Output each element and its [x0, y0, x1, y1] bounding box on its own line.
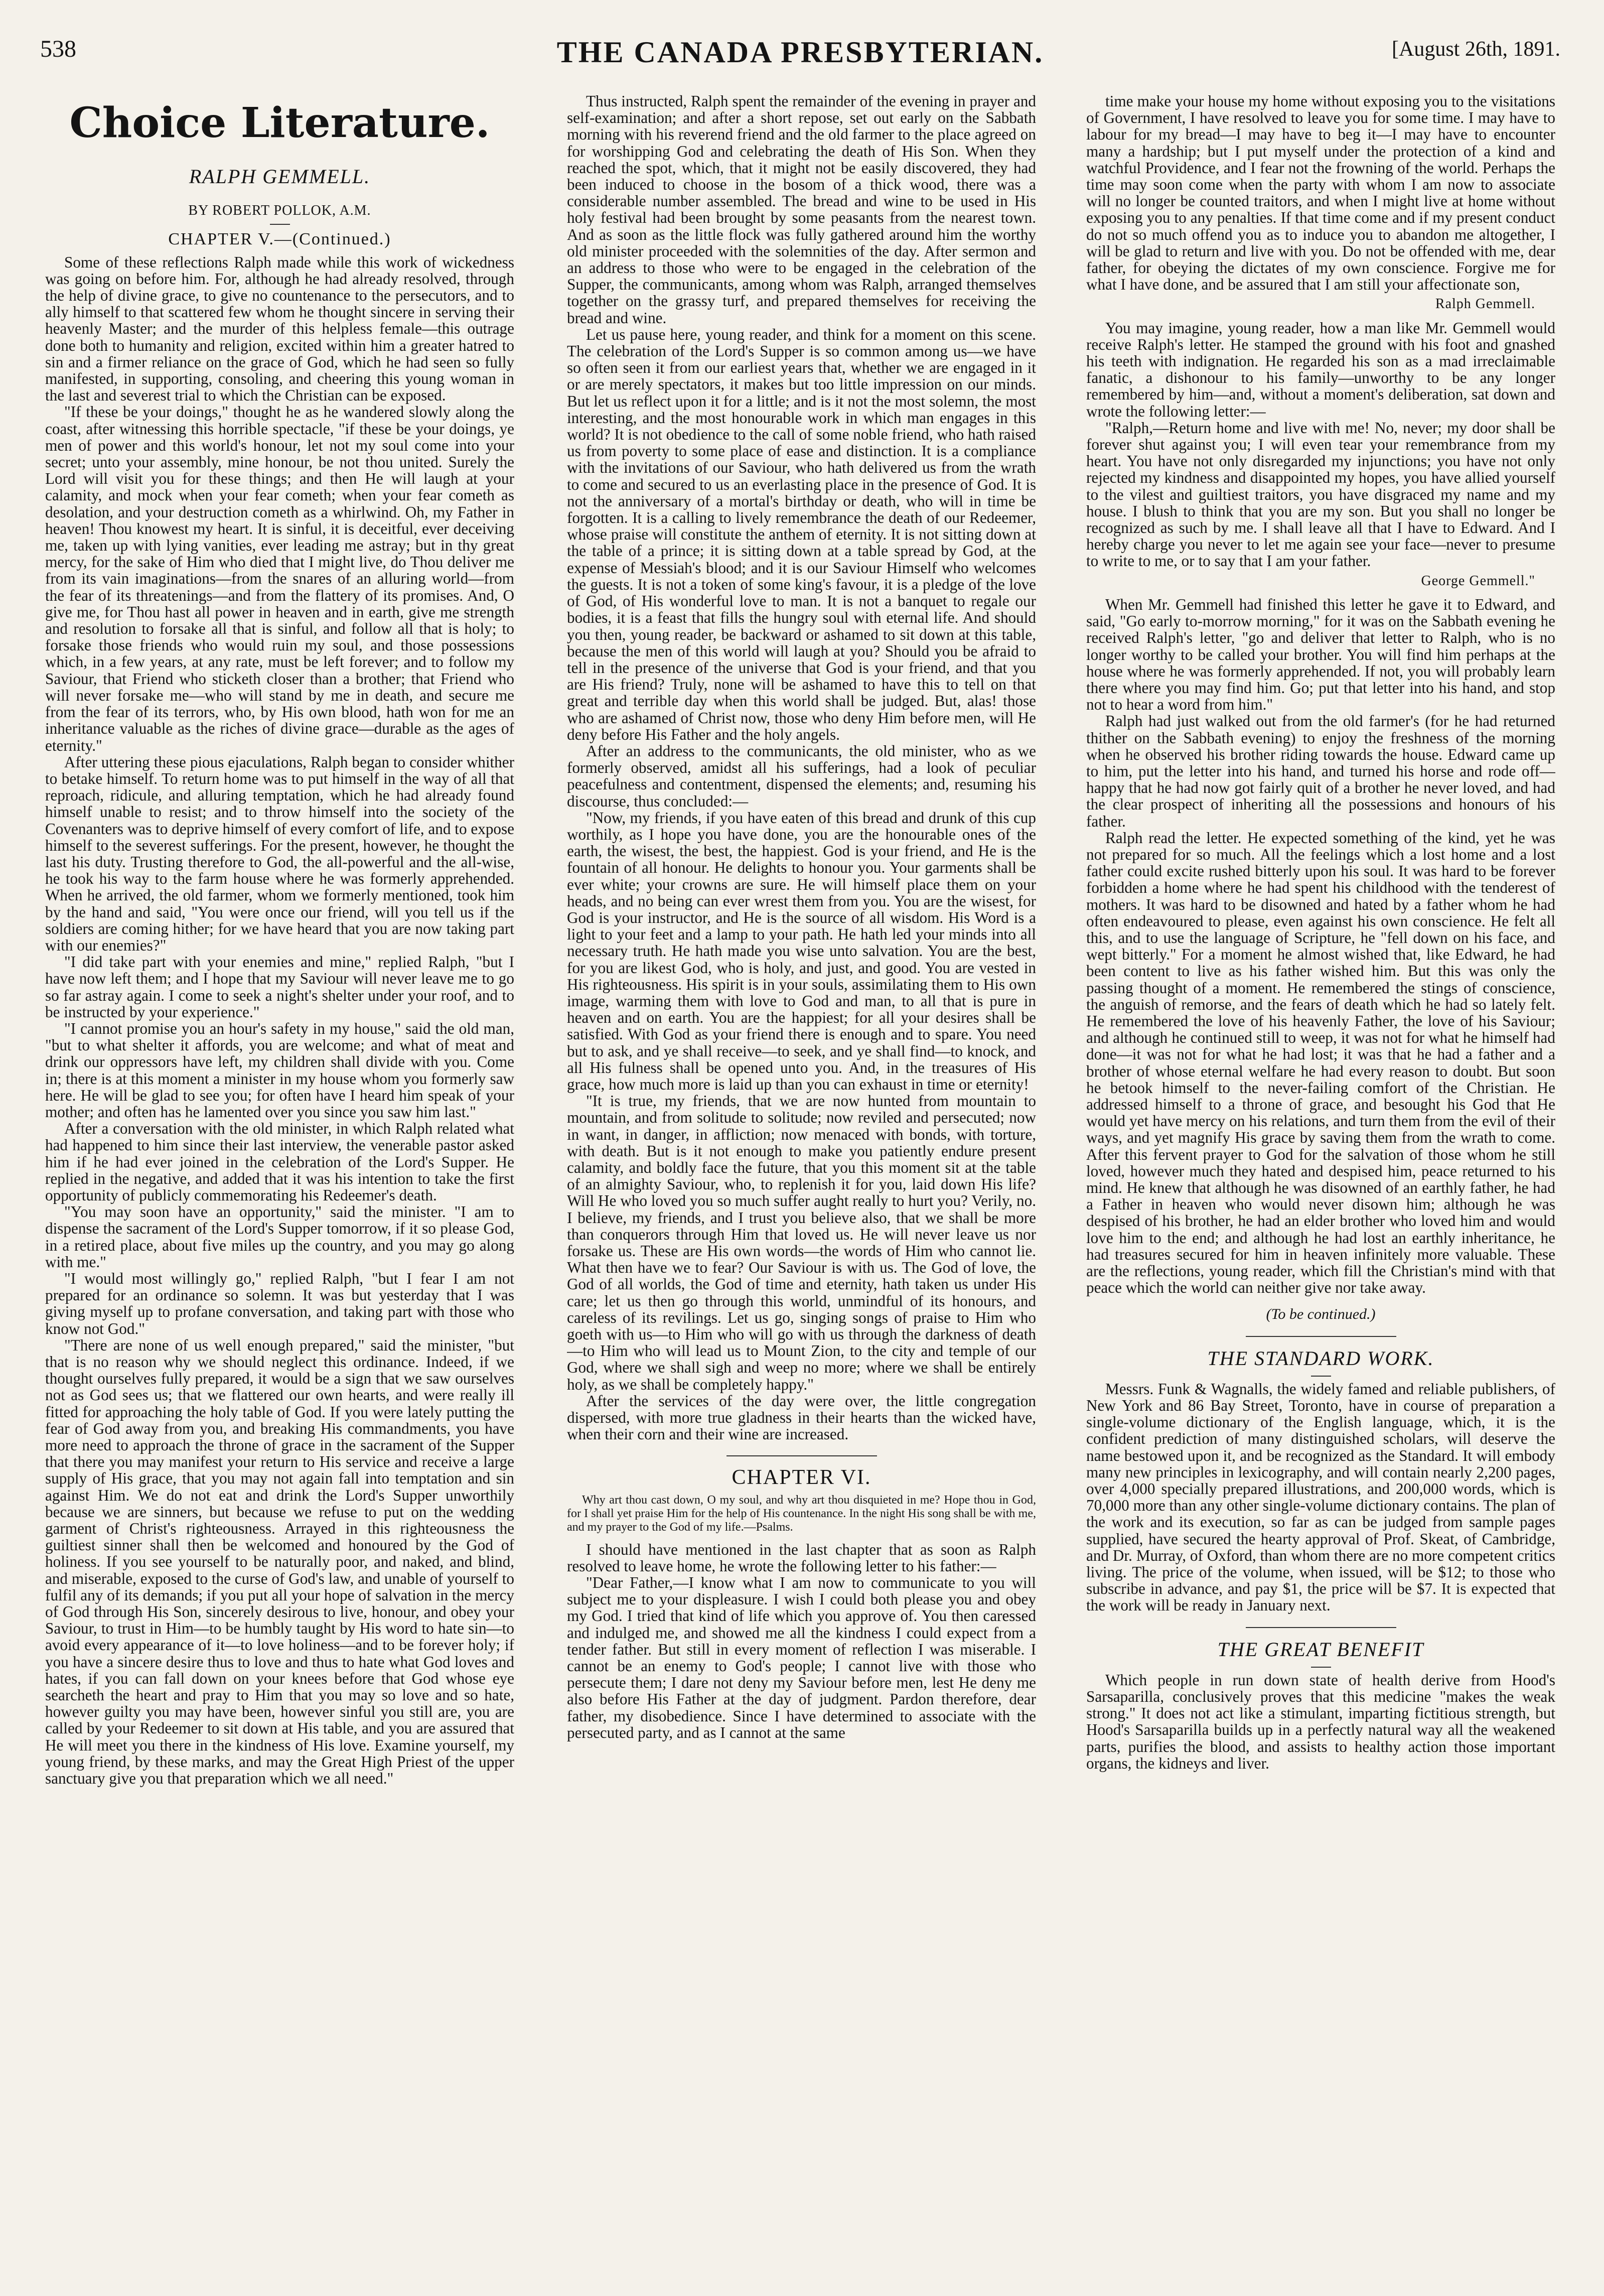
paragraph: "Ralph,—Return home and live with me! No, never; my door shall be forever shut against you; I will even tear your remembrance from my heart. You have not only disregarded my injunctions; you have not only rejected my kindness and disappointed my hopes, you have allied yourself to the vilest and guiltiest traitors, you have disgraced my name and my house. I blush to think that you are my son. But you shall no longer be recognized as such by me. I shall leave all that I have to Edward. And I hereby charge you never to let me again see your face—never to presume to write to me, or to say that I am your father.	[1086, 419, 1555, 570]
paragraph: "Dear Father,—I know what I am now to communicate to you will subject me to your displeasure. I wish I could both please you and obey my God. I tried that kind of life which you approve of. You then caressed and indulged me, and showed me all the kindness I could expect from a tender father. But still in every moment of reflection I was miserable. I cannot be an enemy to God's people; I cannot live with those who persecute them; I dare not deny my Saviour before men, lest He deny me also before His Father at the day of judgment. Pardon therefore, dear father, my disobedience. Since I have determined to associate with the persecuted party, and as I cannot at the same	[567, 1574, 1036, 1741]
divider	[1311, 1667, 1331, 1668]
paragraph: Let us pause here, young reader, and think for a moment on this scene. The celebration of the Lord's Supper is so common among us—we have so often seen it from our earliest years that, whether we are engaged in it or are merely spectators, it makes but too little impression on our minds. But let us reflect upon it for a little; and is it not the most solemn, the most interesting, and the most honourable work in which man engages in this world? It is not obedience to the call of some noble friend, who hath raised us from poverty to some place of ease and distinction. It is a compliance with the invitations of our Saviour, who hath delivered us from the wrath to come and secured to us an everlasting place in the presence of God. It is not the anniversary of a mortal's birthday or death, who will in time be forgotten. It is a calling to lively remembrance the death of our Redeemer, whose praise will constitute the anthem of eternity. It is not sitting down at the table of a prince; it is sitting down at a table spread by God, at the expense of Messiah's blood; and it is our Saviour Himself who welcomes the guests. It is not a token of some king's favour, it is a pledge of the love of God, of His wonderful love to man. It is not a banquet to regale our bodies, it is a feast that fills the hungry soul with eternal life. And should you then, young reader, be backward or ashamed to sit down at this table, because the men of this world will laugh at you? Should you be afraid to tell in the presence of the universe that God is your friend, and that you are His friend? Truly, none will be ashamed to have this to tell on that great and terrible day when this world shall be judged. But, alas! those who are ashamed of Christ now, those who deny Him before men, will He deny before His Father and the holy angels.	[567, 325, 1036, 743]
paragraph: When Mr. Gemmell had finished this letter he gave it to Edward, and said, "Go early to-morrow morning," for it was on the Sabbath evening he received Ralph's letter, "go and deliver that letter to Ralph, who is no longer worthy to be called your brother. You will find him perhaps at the house where he was formerly apprehended. If not, you will probably learn there where you may find him. Go; put that letter into his hand, and stop not to hear a word from him."	[1086, 595, 1555, 714]
paragraph: After uttering these pious ejaculations, Ralph began to consider whither to betake himself. To return home was to put himself in the way of all that reproach, ridicule, and alluring temptation, which he had already found himself unable to resist; and to throw himself into the society of the Covenanters was to deprive himself of every comfort of life, and to expose himself to the severest sufferings. For the present, however, he thought the last his duty. Trusting therefore to God, the all-powerful and the all-wise, he took his way to the farm house where he was formerly apprehended. When he arrived, the old farmer, whom we formerly mentioned, took him by the hand and said, "You were once our friend, will you tell us if the soldiers are coming hither; for we have heard that you are now taking part with our enemies?"	[45, 753, 514, 954]
divider	[1246, 1627, 1396, 1628]
signature-ralph: Ralph Gemmell.	[1435, 296, 1535, 312]
great-benefit-text: Which people in run down state of health derive from Hood's Sarsaparilla, conclusively proves that this medicine "makes the weak strong." It does not act like a stimulant, imparting fictitious strength, but Hood's Sarsaparilla builds up in a perfectly natural way all the weakened parts, purifies the blood, and assists to healthy action those important organs, the kidneys and liver.	[1086, 1671, 1555, 1772]
byline: BY ROBERT POLLOK, A.M.	[188, 203, 371, 219]
divider	[1311, 1376, 1331, 1377]
paragraph: "You may soon have an opportunity," said the minister. "I am to dispense the sacrament of the Lord's Supper tomorrow, if it so please God, in a retired place, about five miles up the country, and you may go along with me."	[45, 1203, 514, 1271]
paragraph: After a conversation with the old minister, in which Ralph related what had happened to him since their last interview, the venerable pastor asked him if he had ever joined in the celebration of the Lord's Supper. He replied in the negative, and added that it was his intention to take the first opportunity of publicly commemorating his Redeemer's death.	[45, 1120, 514, 1204]
column-2	[567, 93, 1036, 2261]
divider	[1246, 1336, 1396, 1337]
column-3	[1086, 93, 1555, 2261]
to-be-continued: (To be continued.)	[1266, 1306, 1376, 1323]
paragraph: After an address to the communicants, the old minister, who as we formerly observed, amidst all his sufferings, had a look of peculiar peacefulness and contentment, dispensed the elements; and, resuming his discourse, thus concluded:—	[567, 742, 1036, 810]
epigraph: Why art thou cast down, O my soul, and why art thou disquieted in me? Hope thou in God, for I shall yet praise Him for the help of His countenance. In the night His song shall be with me, and my prayer to the God of my life.—Psalms.	[567, 1493, 1036, 1534]
masthead	[40, 35, 1560, 75]
great-benefit-title: THE GREAT BENEFIT	[1217, 1638, 1424, 1661]
paragraph: Ralph had just walked out from the old farmer's (for he had returned thither on the Sabbath evening) to enjoy the freshness of the morning when he observed his brother riding towards the house. Edward came up to him, put the letter into his hand, and turned his horse and rode off—happy that he had now got fairly quit of a brother he never loved, and had the clear prospect of inheriting all the possessions and honours of his father.	[1086, 712, 1555, 830]
paragraph: "Now, my friends, if you have eaten of this bread and drunk of this cup worthily, as I hope you have done, you are the honourable ones of the earth, the wisest, the best, the happiest. God is your friend, and He is the fountain of all honour. He delights to honour you. Your garments shall be ever white; your crowns are sure. He will himself place them on your heads, and no being can ever wrest them from you. You are the wisest, for God is your instructor, and He is the source of all wisdom. His Word is a light to your feet and a lamp to your path. He hath led your minds into all necessary truth. He hath made you wise unto salvation. You are the best, for you are likest God, who is holy, and just, and good. You are vested in His righteousness. His spirit is in your souls, assimilating them to His own image, warming them with love to God and man, to all that is pure in heaven and on earth. You are the happiest; for all your desires shall be satisfied. With God as your friend there is enough and to spare. You need but to ask, and ye shall receive—to seek, and ye shall find—to knock, and all His fulness shall be opened unto you. And, in the treasures of His grace, how much more is laid up than you can exhaust in time or eternity!	[567, 808, 1036, 1093]
standard-work-text: Messrs. Funk & Wagnalls, the widely famed and reliable publishers, of New York and 86 Bay Street, Toronto, have in course of preparation a single-volume dictionary of the English language, which, it is the confident prediction of many distinguished scholars, will deserve the name bestowed upon it, and be recognized as the Standard. It will embody many new principles in lexicography, and will contain nearly 2,200 pages, over 4,000 specially prepared illustrations, and 200,000 words, which is 70,000 more than any other single-volume dictionary contains. The plan of the work and its execution, so far as can be judged from sample pages supplied, have secured the hearty approval of Prof. Skeat, of Cambridge, and Dr. Murray, of Oxford, than whom there are no more competent critics living. The price of the volume, when issued, will be $12; to those who subscribe in advance, and pay $1, the price will be $7. It is expected that the work will be ready in January next.	[1086, 1380, 1555, 1614]
chapter-v-heading: CHAPTER V.—(Continued.)	[168, 230, 391, 249]
divider	[726, 1455, 877, 1456]
paragraph: You may imagine, young reader, how a man like Mr. Gemmell would receive Ralph's letter. He stamped the ground with his foot and gnashed his teeth with indignation. He regarded his son as a mad irreclaimable fanatic, a dishonour to his family—unworthy to be any longer remembered by him—and, without a moment's deliberation, sat down and wrote the following letter:—	[1086, 319, 1555, 420]
column-1	[45, 93, 514, 2261]
section-heading: Choice Literature.	[69, 99, 490, 147]
paragraph: After the services of the day were over, the little congregation dispersed, with more true gladness in their hearts than the wicked have, when their corn and their wine are increased.	[567, 1392, 1036, 1443]
divider	[270, 224, 290, 225]
newspaper-title: THE CANADA PRESBYTERIAN.	[556, 36, 1044, 69]
chapter-vi-heading: CHAPTER VI.	[732, 1466, 871, 1490]
paragraph: "If these be your doings," thought he as he wandered slowly along the coast, after witnessing this horrible spectacle, "if these be your doings, ye men of power and this world's honour, let not my soul come into your secret; unto your assembly, mine honour, be not thou united. Surely the Lord will visit you for these things; and then He will laugh at your calamity, and mock when your fear cometh; when your fear cometh as desolation, and your destruction cometh as a whirlwind. Oh, my Father in heaven! Thou knowest my heart. It is sinful, it is deceitful, ever deceiving me, taken up with lying vanities, ever leading me astray; but in thy great mercy, for the sake of Him who died that I might live, do Thou deliver me from its vain imaginations—from the snares of an alluring world—from the fear of its threatenings—and from the flattery of its promises. And, O give me, for Thou hast all power in heaven and in earth, give me strength and resolution to forsake all that is sinful, and follow all that is holy; to forsake those friends who would ruin my soul, and those possessions which, in a few years, at any rate, must be left forever; and to follow my Saviour, that Friend who sticketh closer than a brother; that Friend who will never forsake me—who will stand by me in death, and secure me from the fear of its terrors, who, by His own blood, hath won for me an inheritance valuable as the riches of divine grace—durable as the ages of eternity."	[45, 403, 514, 754]
paragraph: "There are none of us well enough prepared," said the minister, "but that is no reason why we should neglect this ordinance. Indeed, if we thought ourselves fully prepared, it would be a sign that we saw ourselves not as God sees us; that we flattered our own hearts, and were really ill fitted for approaching the holy table of God. If you were lately putting the fear of God away from you, and breaking His commandments, you have more need to approach the throne of grace in the sacrament of the Supper that there you may manifest your return to His service and receive a large supply of His grace, that you may not again fall into temptation and sin against Him. We do not eat and drink the Lord's Supper unworthily because we are sinners, but because we refuse to put on the wedding garment of Christ's righteousness. Arrayed in this righteousness the guiltiest sinner shall then be welcomed and honoured by the God of holiness. If you see yourself to be naturally poor, and naked, and blind, and miserable, exposed to the curse of God's law, and unable of yourself to fulfil any of its demands; if you put all your hope of salvation in the mercy of God through His Son, sincerely desirous to live, honour, and obey your Saviour, to trust in Him—to be humbly taught by His word to hate sin—to avoid every appearance of it—to love holiness—and to be forever holy; if you have a sincere desire thus to love and thus to hate what God loves and hates, if you can fall down on your knees before that God whose eye searcheth the heart and pray to Him that you may so love and so hate, however guilty you may have been, however sinful you still are, you are called by your Redeemer to sit down at His table, and you are assured that He will meet you there in the kindness of His love. Examine yourself, my young friend, by these marks, and may the Great High Priest of the upper sanctuary give you that preparation which we all need."	[45, 1336, 514, 1788]
story-title: RALPH GEMMELL.	[189, 165, 371, 188]
paragraph: "It is true, my friends, that we are now hunted from mountain to mountain, and from solitude to solitude; now reviled and persecuted; now in want, in danger, in affliction; now menaced with bonds, with torture, with death. But is it not enough to make you patiently endure present calamity, and boldly face the future, that you this moment sit at the table of an almighty Saviour, who, to replenish it for you, laid down His life? Will He who loved you so much suffer aught really to hurt you? Verily, no. I believe, my friends, and I trust you believe also, that we shall be more than conquerors through Him that loved us. He will never leave us nor forsake us. These are His own words—the words of Him who cannot lie. What then have we to fear? Our Saviour is with us. The God of love, the God of all worlds, the God of time and eternity, hath taken us under His care; let us then go through this world, unmindful of its honours, and careless of its revilings. Let us go, singing songs of praise to Him who goeth with us—to Him who will go with us through the darkness of death—to Him who will lead us to Mount Zion, to the city and temple of our God, where we shall sigh and weep no more; where we shall be entirely holy, as we shall be completely happy."	[567, 1092, 1036, 1393]
issue-date: [August 26th, 1891.	[1392, 38, 1560, 61]
paragraph: "I cannot promise you an hour's safety in my house," said the old man, "but to what shelter it affords, you are welcome; and what of meat and drink our oppressors have left, my children shall divide with you. Come in; there is at this moment a minister in my house whom you formerly saw here. He will be glad to see you; for often have I heard him speak of your mother; and often has he lamented over you since you saw him last."	[45, 1019, 514, 1121]
paragraph: I should have mentioned in the last chapter that as soon as Ralph resolved to leave home, he wrote the following letter to his father:—	[567, 1540, 1036, 1575]
paragraph: time make your house my home without exposing you to the visitations of Government, I have resolved to leave you for some time. I may have to labour for my bread—I may have to beg it—I may have to encounter many a hardship; but I put myself under the protection of a kind and watchful Providence, and I fear not the frowning of the world. Perhaps the time may soon come when the party with whom I am now to associate will no longer be counted traitors, and when I might live at home without exposing you to any penalties. If that time come and if my present conduct do not so much offend you as to induce you to abandon me altogether, I will be glad to return and live with you. Do not be offended with me, dear father, for obeying the dictates of my own conscience. Forgive me for what I have done, and be assured that I am still your affectionate son,	[1086, 93, 1555, 294]
page-number: 538	[40, 36, 76, 62]
standard-work-title: THE STANDARD WORK.	[1207, 1346, 1434, 1370]
paragraph: "I did take part with your enemies and mine," replied Ralph, "but I have now left them; and I hope that my Saviour will never leave me to go so far astray again. I come to seek a night's shelter under your roof, and to be instructed by your experience."	[45, 953, 514, 1021]
paragraph: Ralph read the letter. He expected something of the kind, yet he was not prepared for so much. All the feelings which a lost home and a lost father could excite rushed bitterly upon his soul. It was hard to be forever forbidden a home where he had spent his childhood with the tenderest of mothers. It was hard to be disowned and hated by a father whom he had often endeavoured to please, even against his own conscience. He felt all this, and to use the language of Scripture, he "fell down on his face, and wept bitterly." For a moment he almost wished that, like Edward, he had been content to live as his father wished him. But this was only the passing thought of a moment. He remembered the stings of conscience, the anguish of remorse, and the fears of death which he had so lately felt. He remembered the love of his heavenly Father, the love of his Saviour; and although he continued still to weep, it was not for what he himself had done—it was not for what he had lost; it was that he had a father and a brother of whose eternal welfare he had every reason to doubt. But soon he betook himself to the never-failing comfort of the Christian. He addressed himself to a throne of grace, and besought his God that He would yet have mercy on his relations, and turn them from the evil of their ways, and yet magnify His grace by saving them from the wrath to come. After this fervent prayer to God for the salvation of those whom he still loved, however much they hated and despised him, peace returned to his mind. He knew that although he was disowned of an earthly father, he had a Father in heaven who would never disown him; although he was despised of his brother, he had an elder brother who loved him and would love him to the end; and although he had lost an earthly inheritance, he had treasures secured for him in heaven infinitely more valuable. These are the reflections, young reader, which fill the Christian's mind with that peace which the world can neither give nor take away.	[1086, 829, 1555, 1297]
signature-george: George Gemmell."	[1421, 573, 1535, 589]
paragraph: Some of these reflections Ralph made while this work of wickedness was going on before him. For, although he had already resolved, through the help of divine grace, to give no countenance to the persecutors, and to ally himself to that scattered few whom he thought sincere in serving their heavenly Master; and the murder of this helpless female—this outrage done both to humanity and religion, excited within him a greater hatred to sin and a firmer reliance on the grace of God, which he had seen so fully manifested, in supporting, consoling, and cheering this young woman in the last and severest trial to which the Christian can be exposed.	[45, 253, 514, 404]
paragraph: "I would most willingly go," replied Ralph, "but I fear I am not prepared for an ordinance so solemn. It was but yesterday that I was giving myself up to profane conversation, and taking part with those who know not God."	[45, 1270, 514, 1337]
paragraph: Thus instructed, Ralph spent the remainder of the evening in prayer and self-examination; and after a short repose, set out early on the Sabbath morning with his reverend friend and the old farmer to the place agreed on for worshipping God and celebrating the death of His Son. When they reached the spot, which, that it might not be easily discovered, they had been induced to choose in the bosom of a thick wood, there was a considerable number assembled. The bread and wine to be used in His holy festival had been brought by some peasants from the nearest town. And as soon as the little flock was fully gathered around him the worthy old minister proceeded with the solemnities of the day. After sermon and an address to those who were to be engaged in the celebration of the Supper, the communicants, among whom was Ralph, arranged themselves together on the grassy turf, and prepared themselves for receiving the bread and wine.	[567, 93, 1036, 327]
